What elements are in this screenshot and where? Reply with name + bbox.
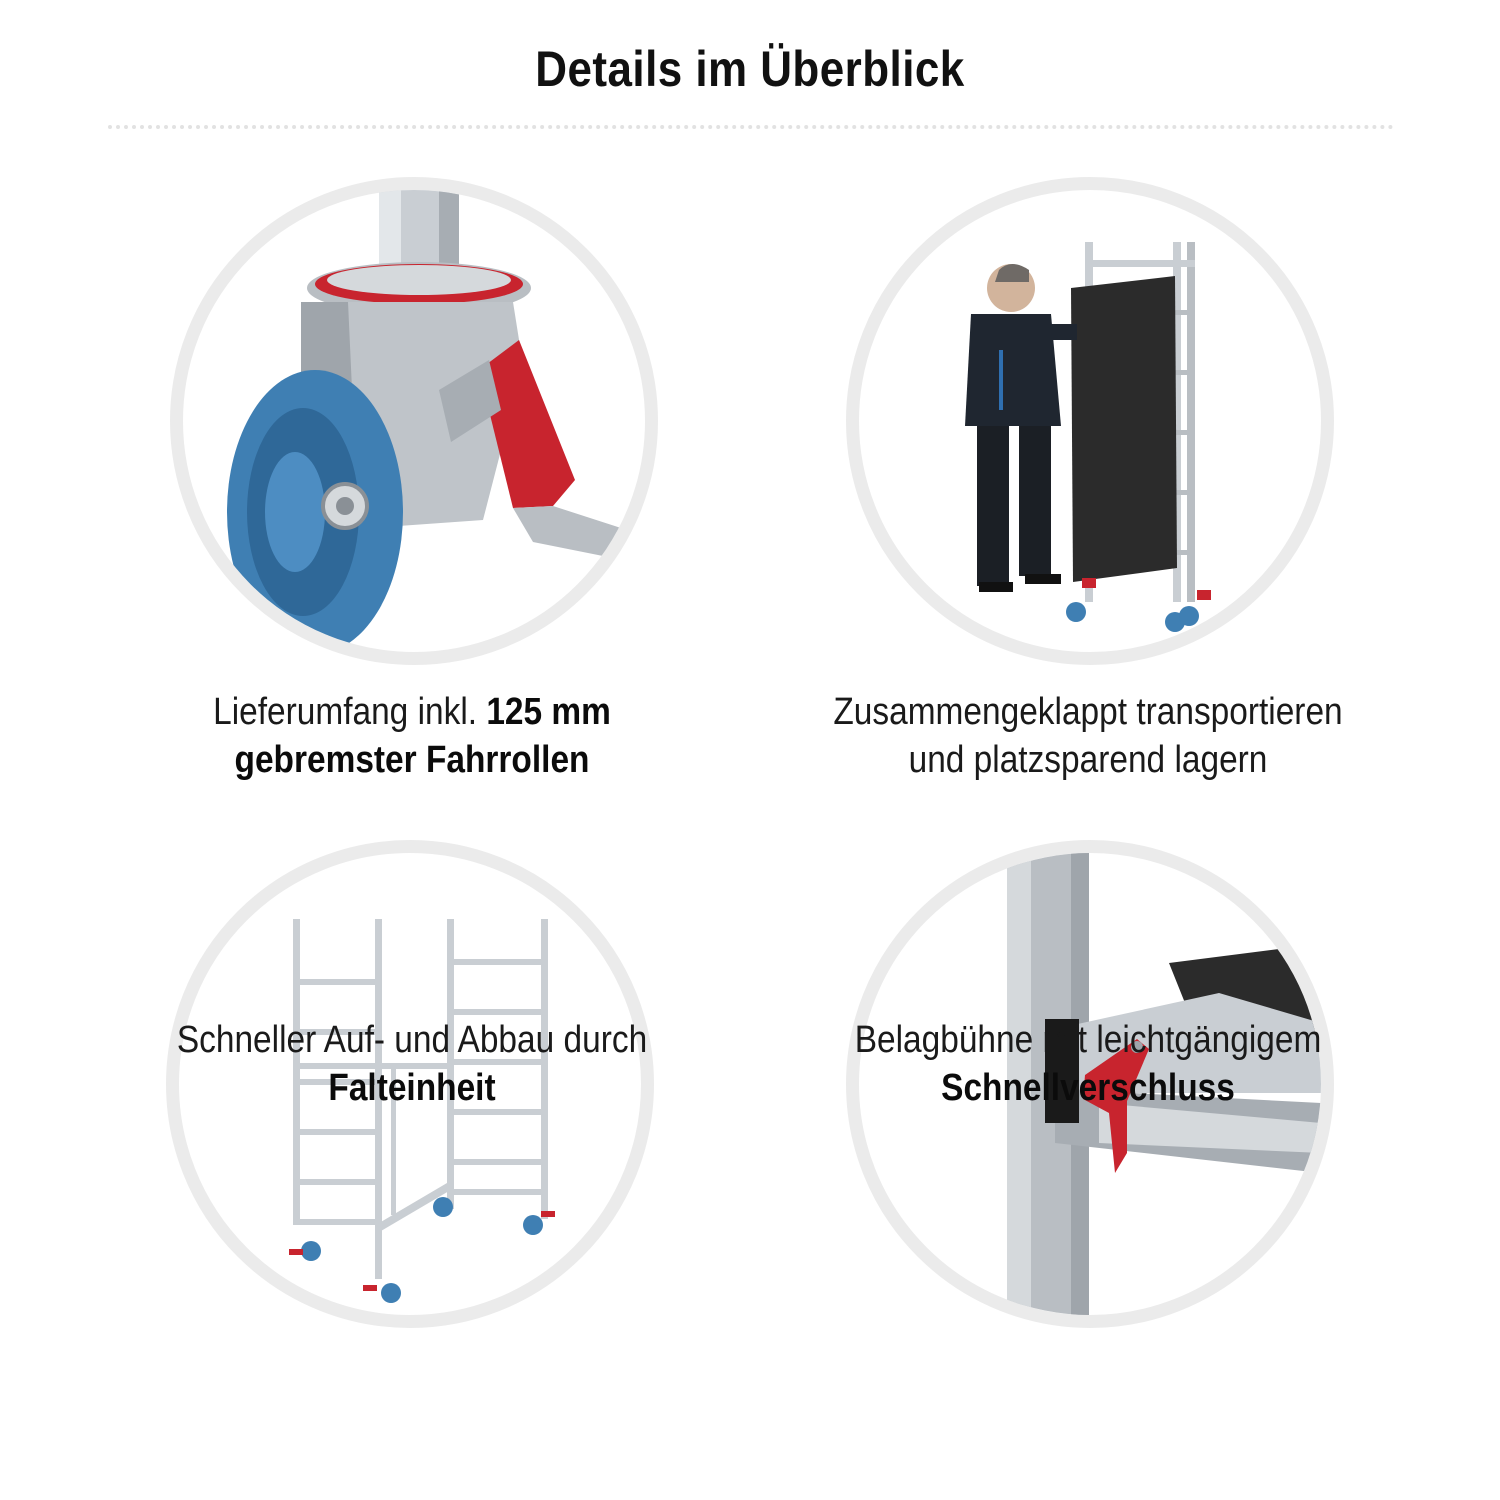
caption-text: Belagbühne mit leichtgängigem bbox=[854, 1019, 1322, 1061]
caption-folded bbox=[798, 688, 1379, 784]
caption-line bbox=[122, 736, 703, 784]
caption-quick-release bbox=[798, 1016, 1379, 1112]
caption-text: Schneller Auf- und Abbau durch bbox=[176, 1019, 648, 1061]
caster-wheel-illustration bbox=[183, 190, 645, 652]
caption-text: Zusammengeklappt transportieren bbox=[833, 691, 1343, 733]
caption-bold-text: Schnellverschluss bbox=[941, 1067, 1235, 1109]
caption-line bbox=[798, 688, 1379, 736]
caster-wheel-image bbox=[170, 177, 658, 665]
caption-bold-text: gebremster Fahrrollen bbox=[234, 739, 590, 781]
caption-casters bbox=[122, 688, 703, 784]
caption-bold-text: 125 mm bbox=[486, 691, 611, 733]
caption-bold-text: Falteinheit bbox=[328, 1067, 496, 1109]
page-title: Details im Überblick bbox=[535, 41, 965, 97]
caption-text: und platzsparend lagern bbox=[908, 739, 1268, 781]
caption-line bbox=[122, 1016, 703, 1064]
caption-line bbox=[798, 1064, 1379, 1112]
folded-transport-image bbox=[846, 177, 1334, 665]
caption-line bbox=[798, 1016, 1379, 1064]
caption-line bbox=[122, 688, 703, 736]
caption-line bbox=[122, 1064, 703, 1112]
dotted-divider bbox=[108, 125, 1394, 129]
folded-transport-illustration bbox=[859, 190, 1321, 652]
caption-folding-unit bbox=[122, 1016, 703, 1112]
caption-text: Lieferumfang inkl. bbox=[213, 691, 487, 733]
caption-line bbox=[798, 736, 1379, 784]
